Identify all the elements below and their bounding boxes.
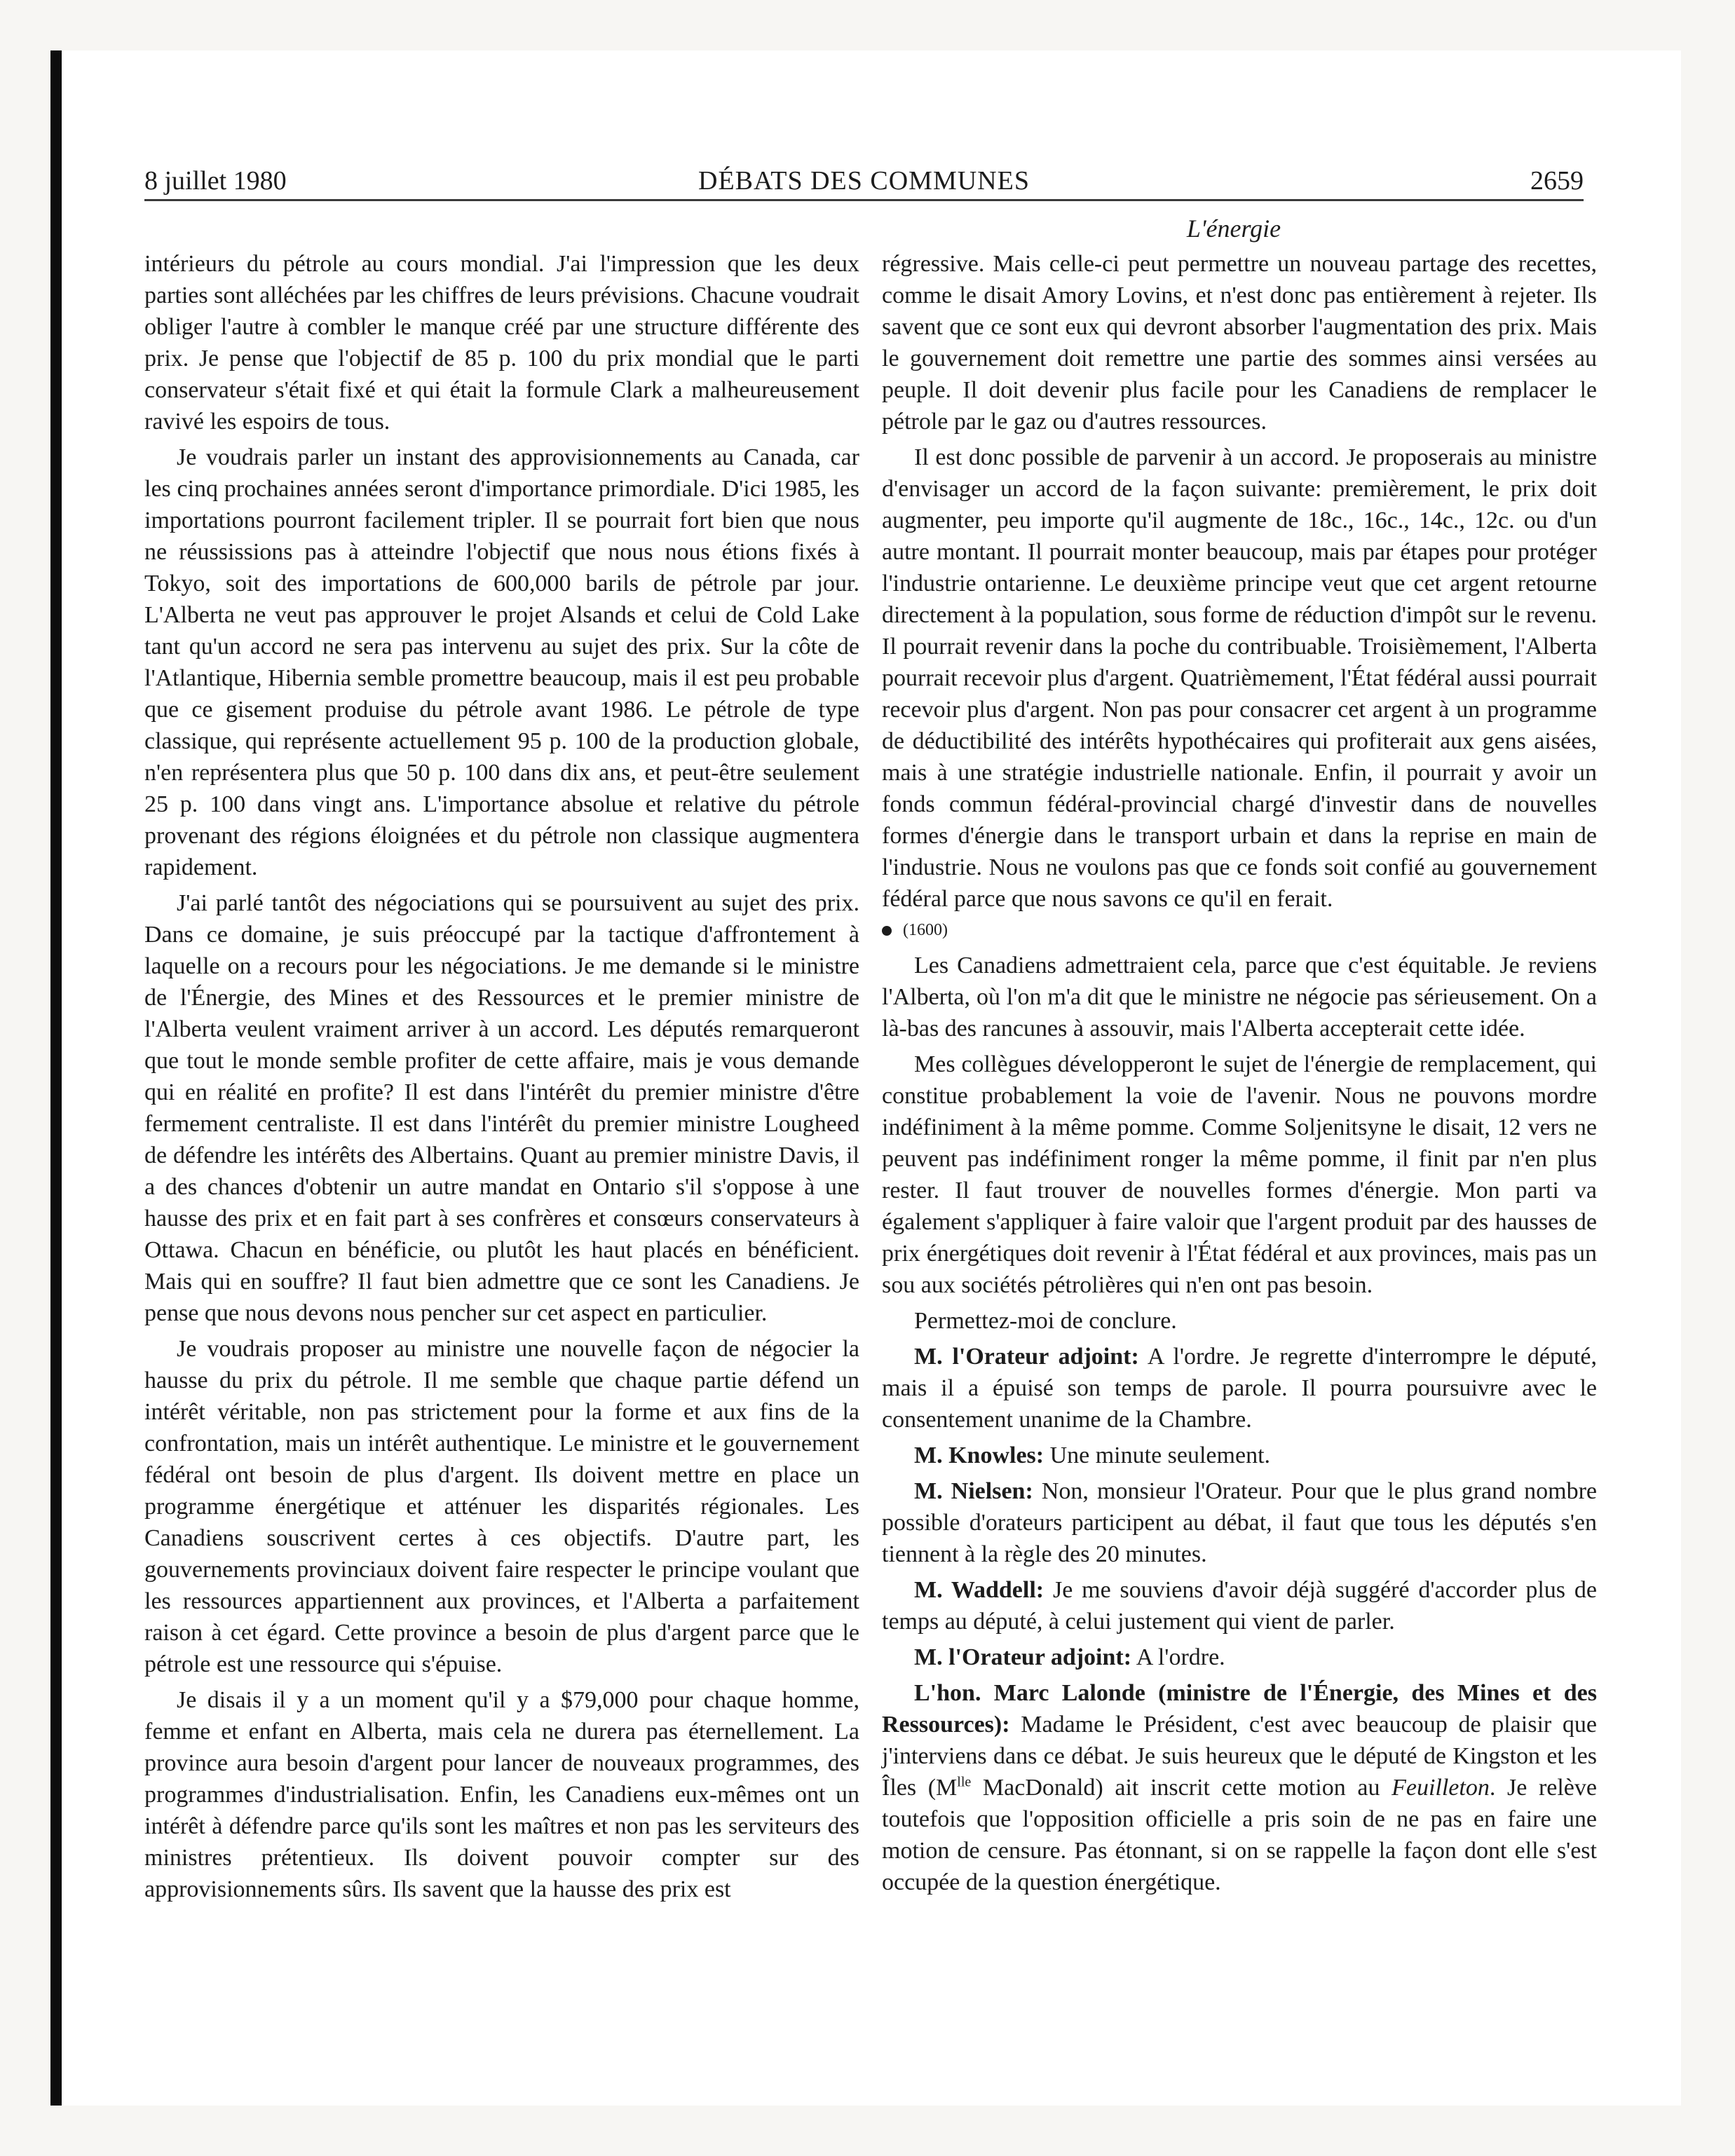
header-date: 8 juillet 1980 (144, 166, 287, 196)
scan-edge (50, 50, 62, 2106)
speech-text: Non, monsieur l'Orateur. Pour que le plus grand nombre possible d'orateurs participent au débat, il faut que tous les députés s'en tiennent à la règle des 20 minutes. (882, 1478, 1597, 1567)
speech-text: A l'ordre. Je regrette d'interrompre le député, mais il a épuisé son temps de parole. Il pourra poursuivre avec le consentement unanime de la Chambre. (882, 1344, 1597, 1433)
speech (882, 1341, 1597, 1435)
header-title: DÉBATS DES COMMUNES (698, 166, 1030, 196)
page-header (144, 163, 1584, 199)
speaker-name: M. Knowles: (914, 1442, 1045, 1468)
time-marker-label: (1600) (903, 921, 948, 939)
italic-term: Feuilleton (1392, 1775, 1490, 1801)
speaker-name: M. Waddell: (914, 1577, 1045, 1603)
speaker-name: L'hon. Marc Lalonde (ministre de l'Énergie, des Mines et des Ressources): (882, 1680, 1597, 1738)
speaker-name: M. l'Orateur adjoint: (914, 1344, 1139, 1370)
speaker-name: M. Nielsen: (914, 1478, 1033, 1504)
speech-text: Je me souviens d'avoir déjà suggéré d'accorder plus de temps au député, à celui justement qui vient de parler. (882, 1577, 1597, 1635)
right-column (882, 248, 1597, 1902)
paragraph: Permettez-moi de conclure. (914, 1308, 1177, 1334)
paragraph: Les Canadiens admettraient cela, parce que c'est équitable. Je reviens l'Alberta, où l'on m'a dit que le ministre ne négocie pas sérieusement. On a là-bas des rancunes à assouvir, mais l'Alberta accepterait cette idée. (882, 953, 1597, 1042)
left-column (144, 248, 859, 1909)
time-marker (882, 919, 1597, 941)
paragraph: Je disais il y a un moment qu'il y a $79,000 pour chaque homme, femme et enfant en Alberta, mais cela ne durera pas éternellement. La province aura besoin d'argent pour lancer de nouveaux programmes, des programmes d'industrialisation. Enfin, les Canadiens eux-mêmes ont un intérêt à défendre parce qu'ils sont les maîtres et non pas les serviteurs des ministres prétentieux. Ils doivent pouvoir compter sur des approvisionnements sûrs. Ils savent que la hausse des prix est (144, 1687, 859, 1902)
header-rule (144, 199, 1584, 201)
speech (882, 1677, 1597, 1898)
speech (882, 1440, 1597, 1471)
speech-text: Une minute seulement. (1049, 1442, 1271, 1468)
speaker-name: M. l'Orateur adjoint: (914, 1644, 1132, 1670)
paragraph: Je voudrais parler un instant des approvisionnements au Canada, car les cinq prochaines années seront d'importance primordiale. D'ici 1985, les importations pourront facilement tripler. Il se pourrait fort bien que nous ne réussissions pas à atteindre l'objectif que nous nous étions fixés à Tokyo, soit des importations de 600,000 barils de pétrole par jour. L'Alberta ne veut pas approuver le projet Alsands et celui de Cold Lake tant qu'un accord ne sera pas intervenu au sujet des prix. Sur la côte de l'Atlantique, Hibernia semble promettre beaucoup, mais il est peu probable que ce gisement produise du pétrole avant 1986. Le pétrole de type classique, qui représente actuellement 95 p. 100 de la production globale, n'en représentera plus que 50 p. 100 dans dix ans, et peut-être seulement 25 p. 100 dans vingt ans. L'importance absolue et relative du pétrole provenant des régions éloignées et du pétrole non classique augmentera rapidement. (144, 444, 859, 880)
page-number: 2659 (1530, 166, 1584, 196)
section-subject: L'énergie (1186, 214, 1281, 243)
speech-text: A l'ordre. (1136, 1644, 1225, 1670)
speech (882, 1475, 1597, 1570)
paragraph: Mes collègues développeront le sujet de l'énergie de remplacement, qui constitue probablement la voie de l'avenir. Nous ne pouvons mordre indéfiniment à la même pomme. Comme Soljenitsyne le disait, 12 vers ne peuvent pas indéfiniment ronger la même pomme, il finit par n'en plus rester. Il faut trouver de nouvelles formes d'énergie. Mon parti va également s'appliquer à faire valoir que l'argent produit par des hausses de prix énergétiques doit revenir à l'État fédéral et aux provinces, mais pas un sou aux sociétés pétrolières qui n'en ont pas besoin. (882, 1051, 1597, 1298)
paragraph: Il est donc possible de parvenir à un accord. Je proposerais au ministre d'envisager un accord de la façon suivante: premièrement, le prix doit augmenter, peu importe qu'il augmente de 18c., 16c., 14c., 12c. ou d'un autre montant. Il pourrait monter beaucoup, mais par étapes pour protéger l'industrie ontarienne. Le deuxième principe veut que cet argent retourne directement à la population, sous forme de réduction d'impôt sur le revenu. Il pourrait revenir dans la poche du contribuable. Troisièmement, l'Alberta pourrait recevoir plus d'argent. Quatrièmement, l'État fédéral aussi pourrait recevoir plus d'argent. Non pas pour consacrer cet argent à un programme de déductibilité des intérêts hypothécaires qui profiterait aux gens aisées, mais à une stratégie industrielle nationale. Enfin, il pourrait y avoir un fonds commun fédéral-provincial chargé d'investir dans de nouvelles formes d'énergie dans le transport urbain et dans la reprise en main de l'industrie. Nous ne voulons pas que ce fonds soit confié au gouvernement fédéral parce que nous savons ce qu'il en ferait. (882, 444, 1597, 912)
bullet-dot-icon (882, 926, 892, 936)
speech-text: MacDonald) ait inscrit cette motion au (971, 1775, 1392, 1801)
superscript: lle (957, 1774, 972, 1790)
speech (882, 1642, 1597, 1673)
speech (882, 1574, 1597, 1637)
speech-text: Madame le Président, c'est avec beaucoup de plaisir que j'interviens dans ce débat. Je suis heureux que le député de Kingston et les Îles (M (882, 1712, 1597, 1801)
paragraph: J'ai parlé tantôt des négociations qui se poursuivent au sujet des prix. Dans ce domaine, je suis préoccupé par la tactique d'affrontement à laquelle on a recours pour les négociations. Je me demande si le ministre de l'Énergie, des Mines et des Ressources et le premier ministre de l'Alberta veulent vraiment arriver à un accord. Les députés remarqueront que tout le monde semble profiter de cette affaire, mais je vous demande qui en réalité en profite? Il est dans l'intérêt du premier ministre d'être fermement centraliste. Il est dans l'intérêt du premier ministre Lougheed de défendre les intérêts des Albertains. Quant au premier ministre Davis, il a des chances d'obtenir un autre mandat en Ontario s'il s'oppose à une hausse des prix et en fait part à ses confrères et consœurs conservateurs à Ottawa. Chacun en bénéficie, ou plutôt les haut placés en bénéficient. Mais qui en souffre? Il faut bien admettre que ce sont les Canadiens. Je pense que nous devons nous pencher sur cet aspect en particulier. (144, 890, 859, 1326)
paragraph: Je voudrais proposer au ministre une nouvelle façon de négocier la hausse du prix du pétrole. Il me semble que chaque partie défend un intérêt véritable, non pas strictement pour la forme et aux fins de la confrontation, mais un intérêt authentique. Le ministre et le gouvernement fédéral ont besoin de plus d'argent. Ils doivent mettre en place un programme énergétique et atténuer les disparités régionales. Les Canadiens souscrivent certes à ces objectifs. D'autre part, les gouvernements provinciaux doivent faire respecter le principe voulant que les ressources appartiennent aux provinces, et l'Alberta a parfaitement raison à cet égard. Cette province a besoin de plus d'argent parce que le pétrole est une ressource qui s'épuise. (144, 1336, 859, 1677)
speech-text: . Je relève toutefois que l'opposition officielle a pris soin de ne pas en faire une motion de censure. Pas étonnant, si on se rappelle la façon dont elle s'est occupée de la question énergétique. (882, 1775, 1597, 1895)
paragraph: régressive. Mais celle-ci peut permettre un nouveau partage des recettes, comme le disait Amory Lovins, et n'est donc pas entièrement à rejeter. Ils savent que ce sont eux qui devront absorber l'augmentation des prix. Mais le gouvernement doit remettre une partie des sommes ainsi versées au peuple. Il doit devenir plus facile pour les Canadiens de remplacer le pétrole par le gaz ou d'autres ressources. (882, 251, 1597, 435)
paragraph: intérieurs du pétrole au cours mondial. J'ai l'impression que les deux parties sont alléchées par les chiffres de leurs prévisions. Chacune voudrait obliger l'autre à combler le manque créé par une structure différente des prix. Je pense que l'objectif de 85 p. 100 du prix mondial que le parti conservateur s'était fixé et qui était la formule Clark a malheureusement ravivé les espoirs de tous. (144, 251, 859, 435)
